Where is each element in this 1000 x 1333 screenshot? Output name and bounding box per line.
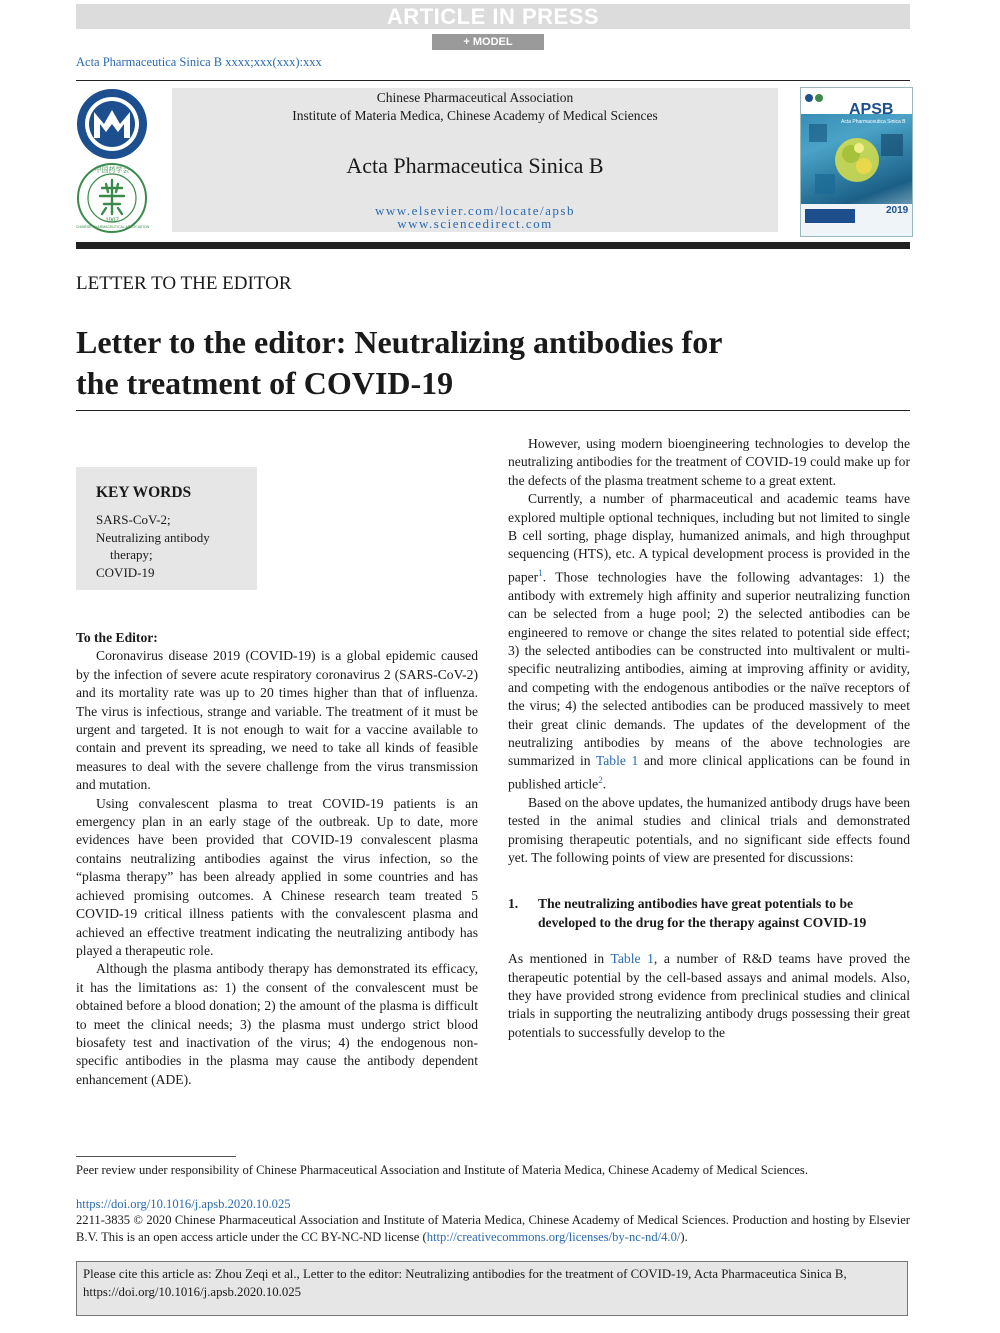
section-label: LETTER TO THE EDITOR (76, 273, 292, 294)
cover-molecule-art (801, 114, 912, 210)
title-line-2: the treatment of COVID-19 (76, 365, 454, 401)
right-column (508, 435, 910, 1042)
peer-review-note: Peer review under responsibility of Chinese Pharmaceutical Association and Institute of Materia Medica, Chinese Academy of Medical Sciences. (76, 1163, 808, 1177)
article-in-press-banner: ARTICLE IN PRESS (76, 4, 910, 29)
seal-text: CHINESE PHARMACEUTICAL ASSOCIATION (76, 225, 150, 229)
table-1-link[interactable]: Table 1 (595, 753, 639, 769)
body-paragraph: Coronavirus disease 2019 (COVID-19) is a global epidemic caused by the infection of severe acute respiratory coronavirus 2 (SARS-CoV-2) and its mortality rate was up to 20 times higher than that of influenza. The virus is infectious, strange and variable. The treatment of it must be urgent and targeted. It is not enough to wait for a vaccine available to contain and prevent its spreading, we need to take all kinds of feasible measures to deal with the severe challenge from the virus transmission and mutation. (76, 648, 478, 793)
body-paragraph: Although the plasma antibody therapy has demonstrated its efficacy, it has the limitations as: 1) the consent of the convalescent must be obtained before a blood donation; 2) the amount of the plasma is difficult to meet the clinical needs; 3) the plasma must undergo strict blood biosafety test and inactivation of the virus; 4) the endogenous non-specific antibodies in the plasma may cause the antibody dependent enhancement (ADE). (76, 961, 478, 1087)
left-column (76, 629, 478, 1089)
keyword-item: COVID-19 (96, 564, 155, 580)
footnote-rule (76, 1156, 236, 1157)
header-org-line-1: Chinese Pharmaceutical Association (376, 90, 574, 105)
article-title (76, 322, 876, 404)
body-paragraph: As mentioned in Table 1, a number of R&D teams have proved the therapeutic potential by the cell-based assays and animal models. Also, they have provided strong evidence from preclinical studies and clinical trials in supporting the neutralizing antibody drugs possessing their great potentials to successfully develop to the (508, 951, 910, 1040)
body-paragraph: Based on the above updates, the humanized antibody drugs have been tested in the animal studies and clinical trials and demonstrated promising therapeutic potentials, and no significant side effects found yet. The following points of view are presented for discussions: (508, 794, 910, 865)
table-1-link[interactable]: Table 1 (610, 951, 654, 967)
header-top-rule (76, 80, 910, 81)
model-badge: + MODEL (432, 34, 544, 50)
seal-year: 1907 (105, 218, 119, 224)
elsevier-url-link[interactable]: www.elsevier.com/locate/apsb (375, 203, 575, 218)
body-paragraph: Using convalescent plasma to treat COVID-19 patients is an emergency plan in an early stage of the outbreak. Up to date, more evidences have been provided that COVID-19 convalescent plasma contains neutralizing antibodies against the virus infection, so the “plasma therapy” has been already applied in some countries and has achieved promising outcomes. A Chinese research team treated 5 COVID-19 critical illness patients with the convalescent plasma and achieved an effective treatment indicating the neutralizing antibody has played a therapeutic role. (76, 795, 478, 958)
reference-2-link[interactable]: 2 (598, 774, 603, 785)
header-org-line-2: Institute of Materia Medica, Chinese Academy of Medical Sciences (292, 108, 658, 123)
body-paragraph: Currently, a number of pharmaceutical and academic teams have explored multiple optional techniques, including but not limited to single B cell sorting, phage display, humanized animals, and high throughput sequencing (HTS), etc. A typical development process is provided in the paper$^1$. Those technologies have the following advantages: 1) the antibody with extremely high affinity and superior neutralizing function can be selected from a huge pool; 2) the selected antibodies can be engineered to remove or change the sites related to potential side effect; 3) the selected antibodies can be constructed into multivalent or multi-specific neutralizing antibodies, aiming at improving affinity or avidity, and competing with the endogenous antibodies or the naïve receptors of the virus; 4) the selected antibodies can be produced massively to meet their great clinic demands. The updates of the development of the neutralizing antibodies by means of the above technologies are summarized in Table 1 and more clinical applications can be found in published article$^2$. (508, 491, 910, 792)
chinese-pharmaceutical-association-seal (76, 162, 148, 234)
cover-subtitle: Acta Pharmaceutica Sinica B (841, 119, 906, 125)
please-cite-box: Please cite this article as: Zhou Zeqi et al., Letter to the editor: Neutralizing antibodies for the treatment of COVID-19, Acta Pharmaceutica Sinica B, https://doi.org/10.1016/j.apsb.2020.10.025 (76, 1261, 908, 1316)
body-paragraph: However, using modern bioengineering technologies to develop the neutralizing antibodies for the treatment of COVID-19 could make up for the defects of the plasma treatment scheme to a great extent. (508, 436, 910, 488)
cover-acronym: APSB (849, 101, 894, 118)
reference-1-link[interactable]: 1 (538, 567, 543, 578)
title-line-1: Letter to the editor: Neutralizing antibodies for (76, 324, 723, 360)
salutation: To the Editor: (76, 630, 158, 645)
section-1-number: 1. (508, 896, 519, 912)
license-link[interactable]: http://creativecommons.org/licenses/by-nc-nd/4.0/ (426, 1230, 681, 1244)
keyword-item: therapy; (110, 547, 153, 562)
cover-year: 2019 (886, 205, 909, 216)
seal-chinese-text: 中国药学会 (94, 166, 130, 174)
keyword-item: SARS-CoV-2; (96, 512, 171, 527)
keywords-list (96, 511, 210, 581)
keywords-box (76, 467, 257, 590)
keywords-heading: KEY WORDS (96, 484, 192, 501)
journal-cover-image (800, 87, 913, 237)
copyright-notice: 2211-3835 © 2020 Chinese Pharmaceutical Association and Institute of Materia Medica, Chinese Academy of Medical Sciences. Production and hosting by Elsevier B.V. This is an open access article under the CC BY-NC-ND license (http://creativecommons.org/licenses/by-nc-nd/4.0/). (76, 1213, 910, 1244)
journal-name: Acta Pharmaceutica Sinica B (346, 153, 604, 178)
doi-link[interactable]: https://doi.org/10.1016/j.apsb.2020.10.025 (76, 1197, 291, 1211)
journal-citation-link[interactable]: Acta Pharmaceutica Sinica B xxxx;xxx(xxx):xxx (76, 55, 322, 69)
header-bottom-rule (76, 242, 910, 249)
keyword-item: Neutralizing antibody (96, 529, 210, 545)
section-1-heading (508, 895, 910, 932)
section-1-title: The neutralizing antibodies have great potentials to be developed to the drug for the therapy against COVID-19 (538, 896, 867, 930)
title-rule (76, 410, 910, 411)
cpa-logo (76, 88, 148, 160)
sciencedirect-url-link[interactable]: www.sciencedirect.com (397, 216, 553, 231)
